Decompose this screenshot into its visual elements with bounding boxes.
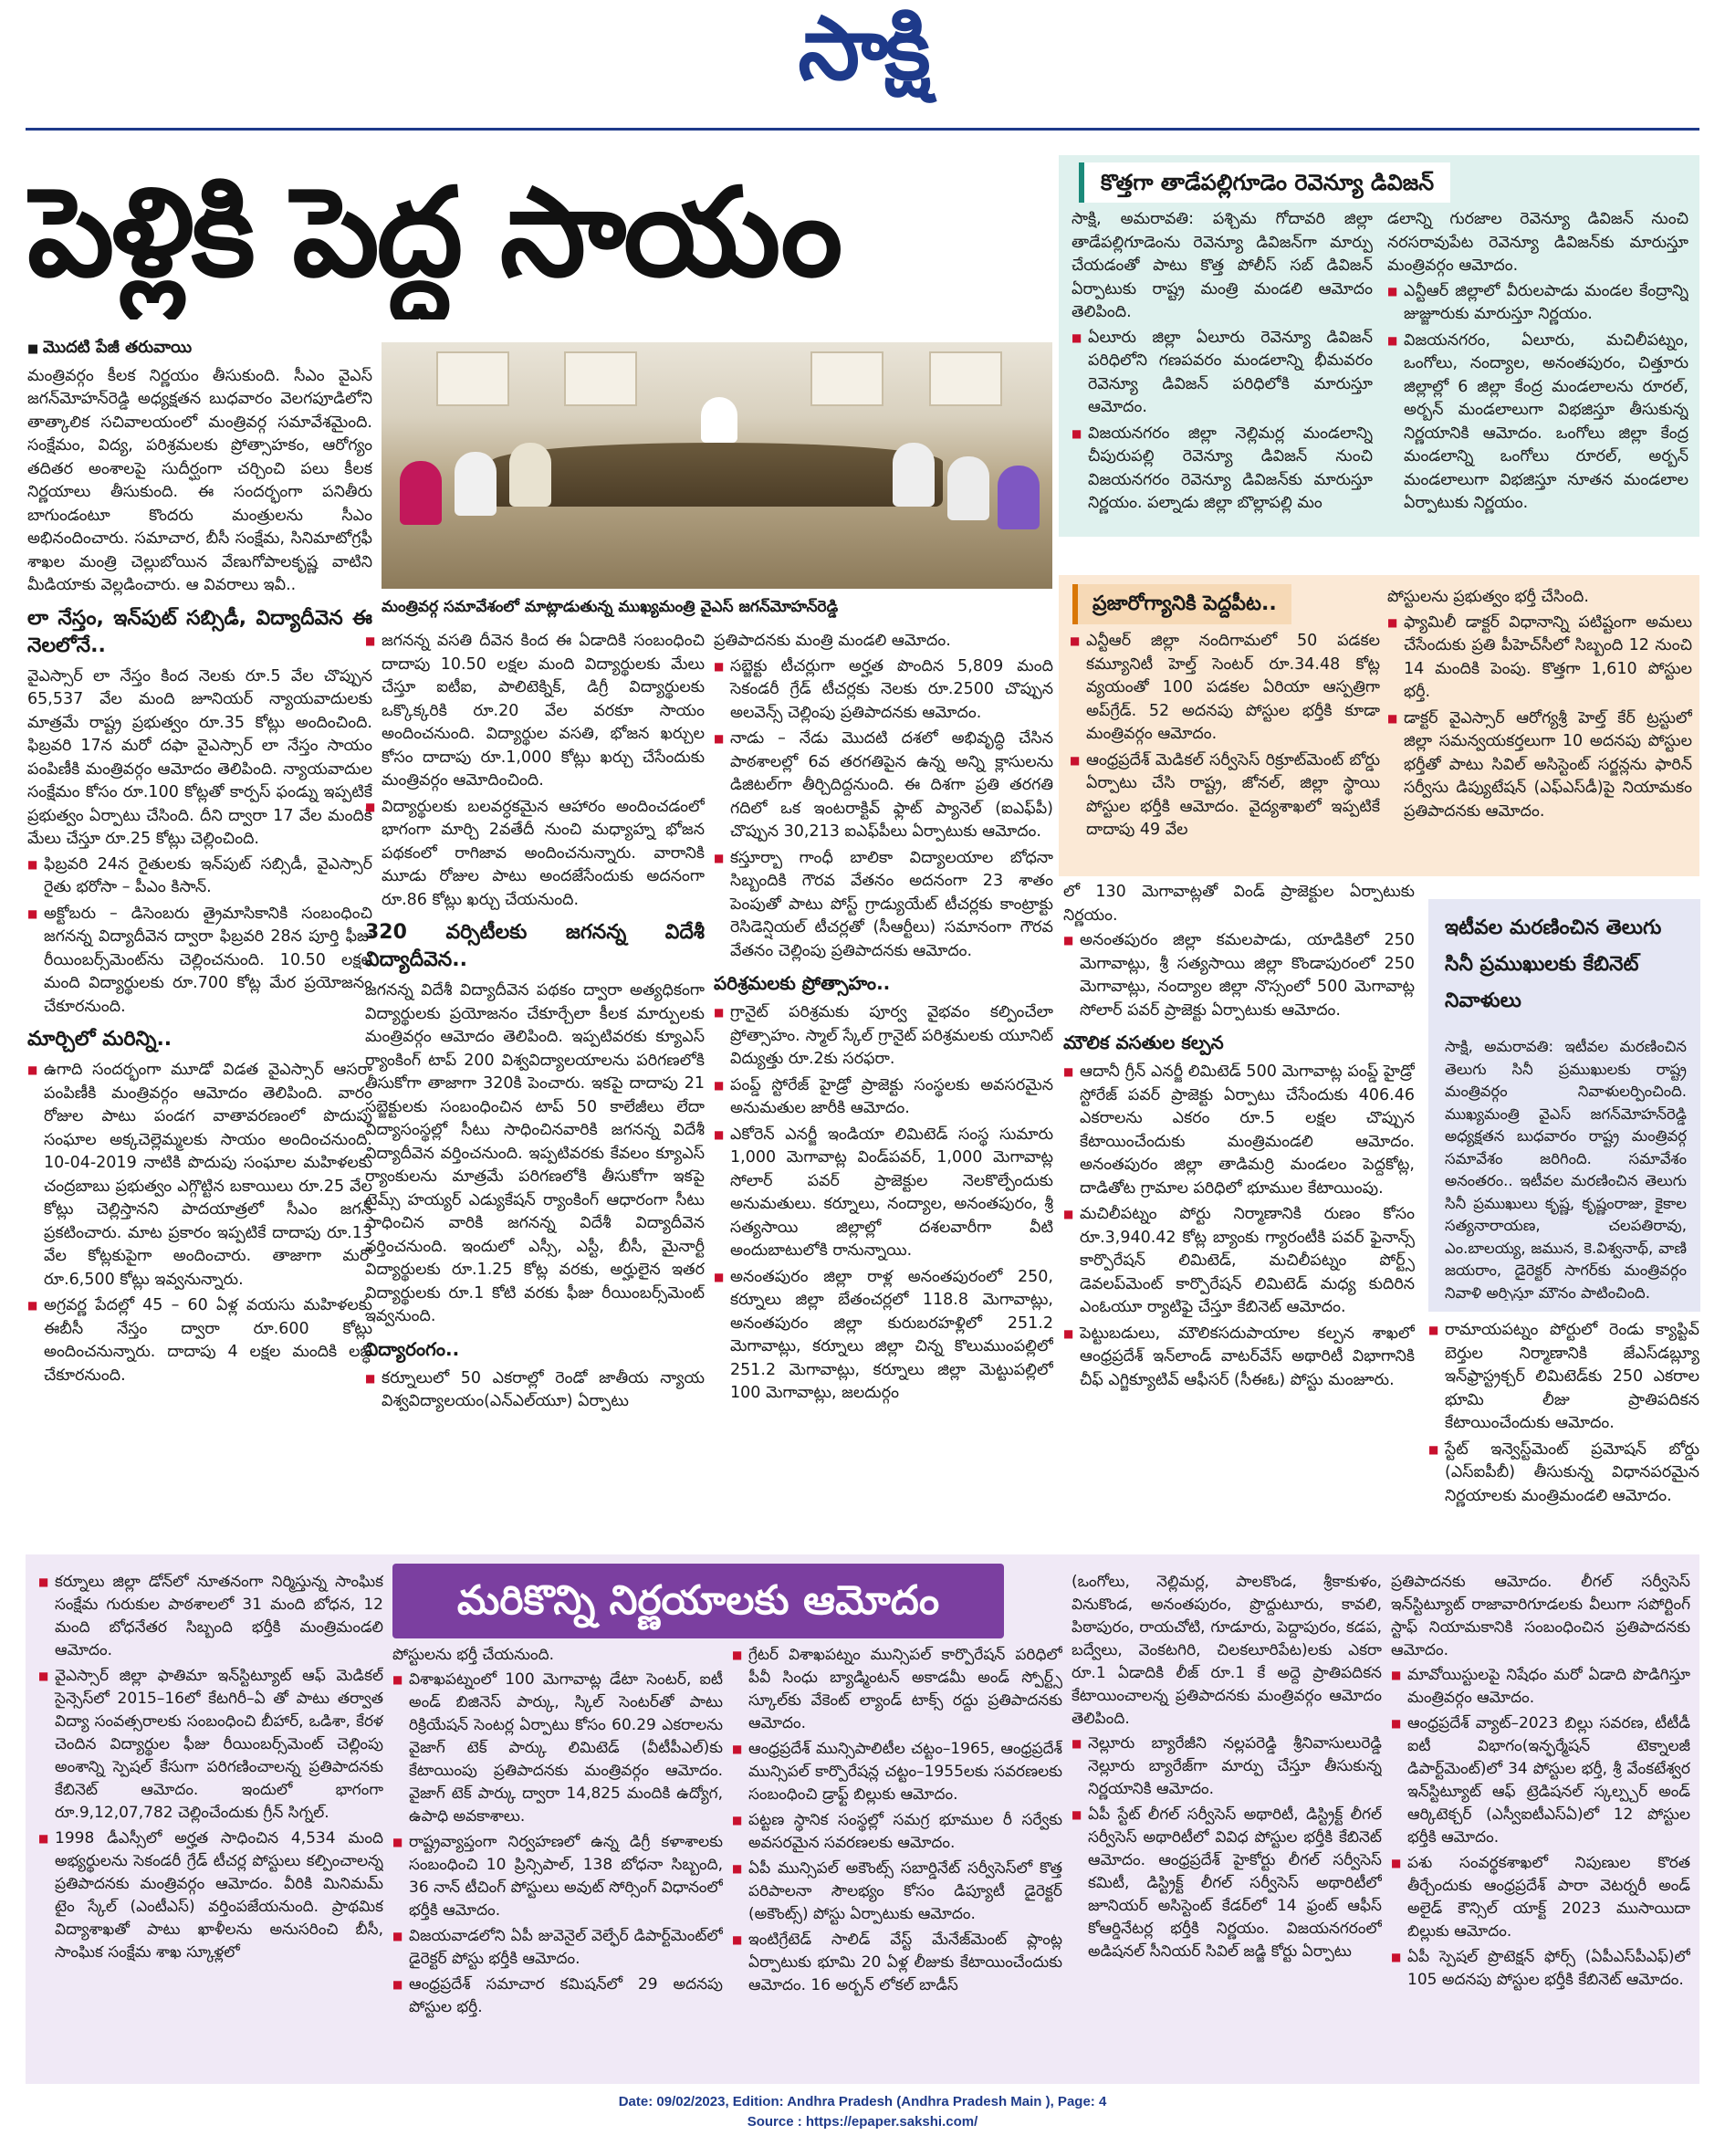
cabinet-meeting-photo[interactable]: [382, 342, 1052, 589]
footer-source-link[interactable]: Source : https://epaper.sakshi.com/: [747, 2114, 978, 2130]
list-item: ■ ఆదానీ గ్రీన్ ఎనర్జీ లిమిటెడ్ 500 మెగావాట్ల పంప్డ్ హైడ్రో స్టోరేజ్ పవర్ ప్రాజెక్టు ఏర్పాటు చేసేందుకు 406.46 ఎకరాలను ఎకరం రూ.5 లక్షల చొప్పున కేటాయించేందుకు మంత్రిమండలి ఆమోదం. అనంతపురం జిల్లా తాడిమర్రి మండలం పెద్దకోట్ల, దాడితోట గ్రామాల పరిధిలో భూముల కేటాయింపు.: [1063, 1061, 1415, 1200]
photo-window: [436, 351, 509, 406]
subhead-education: విద్యారంగం..: [365, 1337, 460, 1360]
footer-edition-line: Date: 09/02/2023, Edition: Andhra Pradesh (Andhra Pradesh Main ), Page: 4: [618, 2094, 1107, 2109]
list-item: ■ ఏపీ స్పెషల్ ప్రొటెక్షన్ ఫోర్స్ (ఏపీఎస్‌పీఎఫ్)లో 105 అదనపు పోస్టుల భర్తీకి కేబినెట్ ఆమోదం.: [1391, 1946, 1690, 1992]
photo-person: [455, 452, 497, 516]
list-item: ■ ఎన్టీఆర్ జిల్లాలో వీరులపాడు మండల కేంద్రాన్ని జుజ్జూరుకు మారుస్తూ నిర్ణయం.: [1387, 280, 1688, 327]
list-item: ■ నెల్లూరు బ్యారేజీని నల్లపరెడ్డి శ్రీనివాసులురెడ్డి నెల్లూరు బ్యారేజ్‌గా మార్పు చేస్తూ తీసుకున్న నిర్ణయానికి ఆమోదం.: [1072, 1732, 1382, 1801]
photo-person: [893, 443, 935, 507]
photo-person: [509, 443, 551, 507]
list-item: ■ ఆంధ్రప్రదేశ్ సమాచార కమిషన్‌లో 29 అదనపు పోస్టుల భర్తీ.: [392, 1973, 723, 2019]
list-item: ■ సబ్జెక్టు టీచర్లుగా అర్హత పొందిన 5,809 మంది సెకండరీ గ్రేడ్ టీచర్లకు నెలకు రూ.2500 చొప్పున అలవెన్స్ చెల్లింపు ప్రతిపాదనకు ఆమోదం.: [714, 655, 1053, 726]
list-item: ■ ఎకోరెన్ ఎనర్జీ ఇండియా లిమిటెడ్ సంస్థ సుమారు 1,000 మెగావాట్ల విండ్‌పవర్, 1,000 మెగావాట్ల సోలార్ పవర్ ప్రాజెక్టుల నెలకొల్పేందుకు అనుమతులు. కర్నూలు, నంద్యాల, అనంతపురం, శ్రీ సత్యసాయి జిల్లాల్లో దశలవారీగా వీటి అందుబాటులోకి రానున్నాయి.: [714, 1124, 1053, 1263]
health-left-column: [1070, 630, 1380, 872]
masthead: [0, 0, 1725, 137]
list-item: ■ మావోయిస్టులపై నిషేధం మరో ఏడాది పొడిగిస్తూ మంత్రివర్గం ఆమోదం.: [1391, 1664, 1690, 1710]
subhead-march: మార్చిలో మరిన్ని..: [27, 1028, 172, 1051]
list-item: ■ రామాయపట్నం పోర్టులో రెండు క్యాప్టివ్ బెర్తుల నిర్మాణానికి జేఎస్‌డబ్ల్యూ ఇన్‌ఫ్రాస్ట్రక్చర్ లిమిటెడ్‌కు 250 ఎకరాల భూమి లీజు ప్రాతిపదికన కేటాయించేందుకు ఆమోదం.: [1428, 1319, 1699, 1436]
list-item: ■ ఏలూరు జిల్లా ఏలూరు రెవెన్యూ డివిజన్ పరిధిలోని గణపవరం మండలాన్ని భీమవరం రెవెన్యూ డివిజన్ పరిధిలోకి మారుస్తూ ఆమోదం.: [1072, 327, 1373, 420]
list-item: ■ వైఎస్సార్ జిల్లా ఫాతిమా ఇన్‌స్టిట్యూట్ ఆఫ్ మెడికల్ సైన్సెస్‌లో 2015–16లో కేటగిరీ–ఏ తో పాటు తర్వాత విద్యా సంవత్సరాలకు సంబంధించి బీహార్, ఒడిశా, కేరళ చెందిన విద్యార్థుల ఫీజు రీయింబర్స్‌మెంట్ చెల్లింపు అంశాన్ని స్పెషల్ కేసుగా పరిగణించాలన్న ప్రతిపాదనకు కేబినెట్ ఆమోదం. ఇందులో భాగంగా రూ.9,12,07,782 చెల్లించేందుకు గ్రీన్ సిగ్నల్.: [38, 1665, 383, 1825]
revenue-intro: సాక్షి, అమరావతి: పశ్చిమ గోదావరి జిల్లా తాడేపల్లిగూడెంను రెవెన్యూ డివిజన్‌గా మార్పు చేయడంతో పాటు కొత్త పోలీస్ సబ్ డివిజన్ ఏర్పాటుకు రాష్ట్ర మంత్రి మండలి ఆమోదం తెలిపింది.: [1072, 210, 1373, 321]
list-item: ■ ఉగాది సందర్భంగా మూడో విడత వైఎస్సార్ ఆసరా పంపిణీకి మంత్రివర్గం ఆమోదం తెలిపింది. వారం రోజుల పాటు పండగ వాతావరణంలో పొదుపు సంఘాల అక్కచెల్లెమ్మలకు సాయం అందించనుంది. 10-04-2019 నాటికి పొదుపు సంఘాల మహిళలకు చంద్రబాబు ప్రభుత్వం ఎగ్గొట్టిన బకాయిలు రూ.25 వేల కోట్లు చెల్లిస్తానని పాదయాత్రలో సీఎం జగన్ ప్రకటించారు. మాట ప్రకారం ఇప్పటికే దాదాపు రూ.13 వేల కోట్లకుపైగా అందించారు. తాజాగా మరో రూ.6,500 కోట్లు ఇవ్వనున్నారు.: [27, 1059, 372, 1292]
list-item: ■ గ్రేటర్ విశాఖపట్నం మున్సిపల్ కార్పొరేషన్ పరిధిలో పీవీ సింధు బ్యాడ్మింటన్ అకాడమీ అండ్ స్పోర్ట్స్ స్కూల్‌కు వేకెంట్ ల్యాండ్ టాక్స్ రద్దు ప్రతిపాదనకు ఆమోదం.: [732, 1644, 1062, 1735]
continued-paragraph: ప్రతిపాదనకు మంత్రి మండలి ఆమోదం.: [714, 632, 951, 650]
list-item: ■ అక్టోబరు – డిసెంబరు త్రైమాసికానికి సంబంధించి జగనన్న విద్యాదీవెన ద్వారా ఫిబ్రవరి 28న పూర్తి ఫీజు రీయింబర్స్‌మెంట్‌ను చెల్లించనుంది. 10.50 లక్షల మంది విద్యార్థులకు రూ.700 కోట్ల మేర ప్రయోజనం చేకూరనుంది.: [27, 903, 372, 1020]
list-item: ■ మచిలీపట్నం పోర్టు నిర్మాణానికి రుణం కోసం రూ.3,940.42 కోట్ల బ్యాంకు గ్యారంటీకి పవర్ ఫైనాన్స్ కార్పొరేషన్ లిమిటెడ్, మచిలీపట్నం పోర్ట్స్ డెవలప్‌మెంట్ కార్పొరేషన్ లిమిటెడ్ మధ్య కుదిరిన ఎంఓయూ ర్యాటిఫై చేస్తూ కేబినెట్ ఆమోదం.: [1063, 1203, 1415, 1320]
list-item: ■ ఫిబ్రవరి 24న రైతులకు ఇన్‌పుట్ సబ్సిడీ, వైఎస్సార్ రైతు భరోసా – పీఎం కిసాన్.: [27, 853, 372, 900]
list-item: ■ ఆంధ్రప్రదేశ్ వ్యాట్–2023 బిల్లు సవరణ, టీటీడీ ఐటీ విభాగం(ఇన్ఫర్మేషన్ టెక్నాలజీ డిపార్ట్‌మెంట్)లో 34 పోస్టుల భర్తీ, శ్రీ వేంకటేశ్వర ఇన్‌స్టిట్యూట్ ఆఫ్ ట్రెడిషనల్ స్కల్ప్చర్ అండ్ ఆర్కిటెక్చర్ (ఎస్వీఐటీఎస్‌ఏ)లో 12 పోస్టుల భర్తీకి ఆమోదం.: [1391, 1712, 1690, 1849]
masthead-rule: [26, 128, 1699, 131]
main-headline: పెళ్లికి పెద్ద సాయం: [27, 162, 841, 304]
subhead-videshi-vidya: 320 వర్సిటీలకు జగనన్న విదేశీ విద్యాదీవెన..: [365, 921, 705, 971]
list-item: ■ ఫ్యామిలీ డాక్టర్ విధానాన్ని పటిష్టంగా అమలు చేసేందుకు ప్రతి పీహెచ్‌సీలో సిబ్బంది 12 నుంచి 14 మందికి పెంపు. కొత్తగా 1,610 పోస్టుల భర్తీ.: [1387, 612, 1692, 705]
list-item: ■ అగ్రవర్ణ పేదల్లో 45 – 60 ఏళ్ల వయసు మహిళలకు ఈబీసీ నేస్తం ద్వారా రూ.600 కోట్లు అందించనున్నారు. దాదాపు 4 లక్షల మందికి లబ్ధి చేకూరనుంది.: [27, 1294, 372, 1387]
band-col4-continued: (ఒంగోలు, నెల్లిమర్ల, పాలకొండ, శ్రీకాకుళం, వినుకొండ, అనంతపురం, ప్రొద్దుటూరు, కావలి, పిఠాపురం, రాయచోటి, గూడూరు, పెద్దాపురం, కడప, బద్వేలు, వెంకటగిరి, చిలకలూరిపేట)లకు ఎకరా రూ.1 ఏడాదికి లీజ్ రూ.1 కే అద్దె ప్రాతిపదికన కేటాయించాలన్న ప్రతిపాదనకు మంత్రివర్గం ఆమోదం తెలిపింది.: [1072, 1573, 1382, 1728]
health-continued: పోస్టులను ప్రభుత్వం భర్తీ చేసింది.: [1387, 588, 1589, 606]
more-decisions-title: మరికొన్ని నిర్ణయాలకు ఆమోదం: [392, 1564, 1004, 1638]
footer: [0, 2092, 1725, 2147]
list-item: ■ ఏపీ స్టేట్ లీగల్ సర్వీసెస్ అథారిటీ, డిస్ట్రిక్ట్ లీగల్ సర్వీసెస్ అథారిటీలో వివిధ పోస్టుల భర్తీకి కేబినెట్ ఆమోదం. ఆంధ్రప్రదేశ్ హైకోర్టు లీగల్ సర్వీసెస్ కమిటీ, డిస్ట్రిక్ట్ లీగల్ సర్వీసెస్ అథారిటీలో జూనియర్ అసిస్టెంట్ కేడర్‌లో 14 ఫ్రంట్ ఆఫీస్ కోఆర్డినేటర్ల భర్తీకి నిర్ణయం. విజయనగరంలో అడిషనల్ సీనియర్ సివిల్ జడ్జి కోర్టు ఏర్పాటు: [1072, 1804, 1382, 1963]
list-item: ■ పశు సంవర్థకశాఖలో నిపుణుల కొరత తీర్చేందుకు ఆంధ్రప్రదేశ్ పారా వెటర్నరీ అండ్ అలైడ్ కౌన్సిల్ యాక్ట్ 2023 ముసాయిదా బిల్లుకు ఆమోదం.: [1391, 1852, 1690, 1943]
column-3: [714, 630, 1053, 1545]
law-nestham-paragraph: వైఎస్సార్ లా నేస్తం కింద నెలకు రూ.5 వేల చొప్పున 65,537 వేల మంది జూనియర్ న్యాయవాదులకు మాత్రమే రాష్ట్ర ప్రభుత్వం రూ.35 కోట్లు అందించింది. ఫిబ్రవరి 17న మరో దఫా వైఎస్సార్ లా నేస్తం సాయం పంపిణీకి మంత్రివర్గం ఆమోదం తెలిపింది. న్యాయవాదుల సంక్షేమం కోసం రూ.100 కోట్లతో కార్పస్ ఫండ్ను ఇప్పటికే ప్రభుత్వం ఏర్పాటు చేసింది. దీని ద్వారా 17 వేల మందికి మేలు చేస్తూ రూ.25 కోట్లు చెల్లించింది.: [27, 666, 372, 848]
list-item: ■ కర్నూలులో 50 ఎకరాల్లో రెండో జాతీయ న్యాయ విశ్వవిద్యాలయం(ఎన్ఎల్‌యూ) ఏర్పాటు: [365, 1367, 705, 1414]
lead-column: [27, 336, 372, 1545]
list-item: ■ విజయవాడలోని ఏపీ జువెనైల్ వెల్ఫేర్ డిపార్ట్‌మెంట్‌లో డైరెక్టర్ పోస్టు భర్తీకి ఆమోదం.: [392, 1925, 723, 1971]
list-item: ■ అనంతపురం జిల్లా కమలపాడు, యాడికిలో 250 మెగావాట్లు, శ్రీ సత్యసాయి జిల్లా కొండాపురంలో 250 మెగావాట్లు, నంద్యాల జిల్లా నొస్సంలో 500 మెగావాట్ల సోలార్ పవర్ ప్రాజెక్టు ఏర్పాటుకు ఆమోదం.: [1063, 929, 1415, 1022]
list-item: ■ డాక్టర్ వైఎస్సార్ ఆరోగ్యశ్రీ హెల్త్ కేర్ ట్రస్టులో జిల్లా సమన్వయకర్తలుగా 10 అదనపు పోస్టుల భర్తీతో పాటు సివిల్ అసిస్టెంట్ సర్జన్లను ఫారిన్ సర్వీసు డిప్యుటేషన్ (ఎఫ్ఎస్‌డీ)పై నియామకం ప్రతిపాదనకు ఆమోదం.: [1387, 707, 1692, 824]
list-item: ■ ఆంధ్రప్రదేశ్ మున్సిపాలిటీల చట్టం–1965, ఆంధ్రప్రదేశ్ మున్సిపల్ కార్పొరేషన్ల చట్టం–1955లకు సవరణలకు సంబంధించి డ్రాఫ్ట్ బిల్లుకు ఆమోదం.: [732, 1738, 1062, 1806]
list-item: ■ విశాఖపట్నంలో 100 మెగావాట్ల డేటా సెంటర్, ఐటీ అండ్ బిజినెస్ పార్కు, స్కిల్ సెంటర్‌తో పాటు రిక్రియేషన్ సెంటర్ల ఏర్పాటు కోసం 60.29 ఎకరాలను వైజాగ్ టెక్ పార్కు లిమిటెడ్ (వీటీపీఎల్)కు కేటాయింపు ప్రతిపాదనకు మంత్రివర్గం ఆమోదం. వైజాగ్ టెక్ పార్కు ద్వారా 14,825 మందికి ఉద్యోగ, ఉపాధి అవకాశాలు.: [392, 1669, 723, 1828]
list-item: ■ జగనన్న వసతి దీవెన కింద ఈ ఏడాదికి సంబంధించి దాదాపు 10.50 లక్షల మంది విద్యార్థులకు మేలు చేస్తూ ఐటీఐ, పాలిటెక్నిక్, డిగ్రీ విద్యార్థులకు ఒక్కొక్కరికి రూ.20 వేల వరకూ సాయం అందించనుంది. విద్యార్థుల వసతి, భోజన ఖర్చుల కోసం దాదాపు రూ.1,000 కోట్లు ఖర్చు చేసేందుకు మంత్రివర్గం ఆమోదించింది.: [365, 630, 705, 793]
cine-paragraph: సాక్షి, అమరావతి: ఇటీవల మరణించిన తెలుగు సినీ ప్రముఖులకు రాష్ట్ర మంత్రివర్గం నివాళులర్పించింది. ముఖ్యమంత్రి వైఎస్ జగన్‌మోహన్‌రెడ్డి అధ్యక్షతన బుధవారం రాష్ట్ర మంత్రివర్గ సమావేశం జరిగింది. సమావేశం అనంతరం.. ఇటీవల మరణించిన తెలుగు సినీ ప్రముఖులు కృష్ణ, కృష్ణంరాజు, కైకాల సత్యనారాయణ, చలపతిరావు, ఎం.బాలయ్య, జమున, కె.విశ్వనాథ్, వాణి జయరాం, డైరెక్టర్ సాగర్‌కు మంత్రివర్గం నివాళి అర్పిస్తూ మౌనం పాటించింది.: [1445, 1038, 1687, 1301]
revenue-continued: డలాన్ని గురజాల రెవెన్యూ డివిజన్ నుంచి నరసరావుపేట రెవెన్యూ డివిజన్‌కు మారుస్తూ మంత్రివర్గం ఆమోదం.: [1387, 210, 1688, 275]
revenue-division-box: [1059, 155, 1699, 537]
continued-label: ■ మొదటి పేజీ తరువాయి: [27, 336, 372, 361]
list-item: ■ రాష్ట్రవ్యాప్తంగా నిర్వహణలో ఉన్న డిగ్రీ కళాశాలకు సంబంధించి 10 ప్రిన్సిపాల్, 138 బోధనా సిబ్బంది, 36 నాన్ టీచింగ్ పోస్టులు అవుట్ సోర్సింగ్ విధానంలో భర్తీకి ఆమోదం.: [392, 1831, 723, 1922]
column-2: [365, 630, 705, 1545]
subhead-industries: పరిశ్రమలకు ప్రోత్సాహం..: [714, 972, 891, 994]
list-item: ■ నాడు – నేడు మొదటి దశలో అభివృద్ధి చేసిన పాఠశాలల్లో 6వ తరగతిపైన ఉన్న అన్ని క్లాసులను డిజిటల్‌గా తీర్చిదిద్దనుంది. ఈ దిశగా ప్రతి తరగతి గదిలో ఒక ఇంటరాక్టివ్ ఫ్లాట్ ప్యానెల్ (ఐఎఫ్‌పీ) చొప్పున 30,213 ఐఎఫ్‌పీలు ఏర్పాటుకు ఆమోదం.: [714, 727, 1053, 844]
photo-window: [564, 351, 637, 406]
column-5-lower: [1428, 1319, 1699, 1545]
list-item: ■ విద్యార్థులకు బలవర్ధకమైన ఆహారం అందించడంలో భాగంగా మార్చి 2వతేదీ నుంచి మధ్యాహ్న భోజన పథకంలో రాగిజావ అందించనున్నారు. వారానికి మూడు రోజుల పాటు అందజేసేందుకు అదనంగా రూ.86 కోట్లు ఖర్చు చేయనుంది.: [365, 796, 705, 913]
cine-tribute-body: [1445, 1036, 1687, 1301]
lead-paragraph: మంత్రివర్గం కీలక నిర్ణయం తీసుకుంది. సీఎం వైఎస్ జగన్‌మోహన్‌రెడ్డి అధ్యక్షతన బుధవారం వెలగపూడిలోని తాత్కాలిక సచివాలయంలో మంత్రివర్గ సమావేశమైంది. సంక్షేమం, విద్య, పరిశ్రమలకు ప్రోత్సాహకం, ఆరోగ్యం తదితర అంశాలపై సుదీర్ఘంగా చర్చించి పలు కీలక నిర్ణయాలు తీసుకుంది. ఈ సందర్భంగా పనితీరు బాగుండంటూ కొందరు మంత్రులను సీఎం అభినందించారు. సమాచార, బీసీ సంక్షేమ, సినిమాటోగ్రఫీ శాఖల మంత్రి చెల్లుబోయిన వేణుగోపాలకృష్ణ వాటిని మీడియాకు వెల్లడించారు. ఆ వివరాలు ఇవీ..: [27, 366, 372, 594]
list-item: ■ పంప్డ్ స్టోరేజ్ హైడ్రో ప్రాజెక్టు సంస్థలకు అవసరమైన అనుమతుల జారీకి ఆమోదం.: [714, 1074, 1053, 1121]
cine-tribute-headline: ఇటీవల మరణించిన తెలుగు సినీ ప్రముఖులకు కేబినెట్ నివాళులు: [1445, 916, 1662, 1012]
band-column-2: [392, 1644, 723, 2073]
band-col5-continued: ప్రతిపాదనకు ఆమోదం. లీగల్ సర్వీసెస్ ఇన్‌స్టిట్యూట్ రాజావారిగూడలకు వీలుగా సపోర్టింగ్ స్టాఫ్ నియామకానికి సంబంధించిన ప్రతిపాదనకు ఆమోదం.: [1391, 1573, 1690, 1659]
health-right-column: [1387, 586, 1692, 872]
meeting-table: [491, 443, 943, 507]
cine-tribute-box: [1428, 899, 1700, 1312]
list-item: ■ పట్టణ స్థానిక సంస్థల్లో సమగ్ర భూముల రీ సర్వేకు అవసరమైన సవరణలకు ఆమోదం.: [732, 1809, 1062, 1855]
list-item: ■ ఆంధ్రప్రదేశ్ మెడికల్ సర్వీసెస్ రిక్రూట్‌మెంట్ బోర్డు ఏర్పాటు చేసి రాష్ట్ర, జోనల్, జిల్లా స్థాయి పోస్టుల భర్తీకి ఆమోదం. వైద్యశాఖలో ఇప్పటికే దాదాపు 49 వేల: [1070, 749, 1380, 843]
photo-person: [998, 466, 1040, 529]
band-column-5: [1391, 1571, 1690, 2073]
list-item: ■ విజయనగరం, ఏలూరు, మచిలీపట్నం, ఒంగోలు, నంద్యాల, అనంతపురం, చిత్తూరు జిల్లాల్లో 6 జిల్లా కేంద్ర మండలాలను రూరల్, అర్బన్ మండలాలుగా విభజిస్తూ తీసుకున్న నిర్ణయానికి ఆమోదం. ఒంగోలు జిల్లా కేంద్ర మండలాన్ని ఒంగోలు రూరల్, అర్బన్ మండలాలుగా విభజిస్తూ నూతన మండలాల ఏర్పాటుకు నిర్ణయం.: [1387, 330, 1688, 516]
photo-person: [701, 397, 737, 443]
list-item: ■ ఎన్టీఆర్ జిల్లా నందిగామలో 50 పడకల కమ్యూనిటీ హెల్త్ సెంటర్ రూ.34.48 కోట్ల వ్యయంతో 100 పడకల ఏరియా ఆస్పత్రిగా అప్‌గ్రేడ్. 52 అదనపు పోస్టుల భర్తీకి కూడా మంత్రివర్గం ఆమోదం.: [1070, 630, 1380, 747]
revenue-box-title: కొత్తగా తాడేపల్లిగూడెం రెవెన్యూ డివిజన్: [1079, 162, 1450, 203]
list-item: ■ ఏపీ మున్సిపల్ అకౌంట్స్ సబార్డినేట్ సర్వీసెస్‌లో కొత్త పరిపాలనా సౌలభ్యం కోసం డిప్యూటీ డైరెక్టర్ (అకౌంట్స్) పోస్టు ఏర్పాటుకు ఆమోదం.: [732, 1858, 1062, 1926]
list-item: ■ గ్రానైట్ పరిశ్రమకు పూర్వ వైభవం కల్పించేలా ప్రోత్సాహం. స్మాల్ స్కేల్ గ్రానైట్ పరిశ్రమలకు యూనిట్ విద్యుత్తు రూ.2కు సరఫరా.: [714, 1001, 1053, 1072]
list-item: ■ స్టేట్ ఇన్వెస్ట్‌మెంట్ ప్రమోషన్ బోర్డు (ఎస్ఐపీబీ) తీసుకున్న విధానపరమైన నిర్ణయాలకు మంత్రిమండలి ఆమోదం.: [1428, 1439, 1699, 1509]
public-health-title: ప్రజారోగ్యానికి పెద్దపీట..: [1072, 584, 1291, 624]
list-item: ■ అనంతపురం జిల్లా రాళ్ల అనంతపురంలో 250, కర్నూలు జిల్లా బేతంచర్లలో 118.8 మెగావాట్లు, అనంతపురం జిల్లా కురుబరహళ్లిలో 251.2 మెగావాట్లు, కర్నూలు జిల్లా చిన్న కొలుముంపల్లిలో 251.2 మెగావాట్లు, కర్నూలు జిల్లా మెట్టుపల్లిలో 100 మెగావాట్లు, జలదుర్గం: [714, 1266, 1053, 1406]
photo-window: [929, 351, 1002, 406]
revenue-right-column: [1387, 208, 1688, 532]
photo-person: [947, 456, 989, 520]
list-item: ■ పెట్టుబడులు, మౌలికసదుపాయాల కల్పన శాఖలో ఆంధ్రప్రదేశ్ ఇన్‌లాండ్ వాటర్‌వేస్ అథారిటీ విభాగానికి చీఫ్ ఎగ్జిక్యూటివ్ ఆఫీసర్ (సీఈఓ) పోస్టు మంజూరు.: [1063, 1323, 1415, 1393]
subhead-infrastructure: మౌలిక వసతుల కల్పన: [1063, 1031, 1224, 1053]
list-item: ■ 1998 డీఎస్సీలో అర్హత సాధించిన 4,534 మంది అభ్యర్థులను సెకండరీ గ్రేడ్ టీచర్ల పోస్టులు కల్పించాలన్న ప్రతిపాదనకు మంత్రివర్గం ఆమోదం. వీరికి మినిమమ్ టైం స్కేల్ (ఎంటీఎస్) వర్తింపజేయనుంది. ప్రాథమిక విద్యాశాఖతో పాటు ఖాళీలను అనుసరించి బీసీ, సాంఘిక సంక్షేమ శాఖ స్కూళ్లలో: [38, 1827, 383, 1964]
band-column-1: [38, 1571, 383, 2073]
sakshi-logo[interactable]: సాక్షి: [798, 0, 927, 99]
column-4-lower: [1063, 881, 1415, 1545]
photo-person: [400, 461, 442, 525]
subhead-law-nestham: లా నేస్తం, ఇన్‌పుట్ సబ్సిడీ, విద్యాదీవెన ఈ నెలలోనే..: [27, 606, 372, 657]
revenue-left-column: [1072, 208, 1373, 532]
band-col2-continued: పోస్టులను భర్తీ చేయనుంది.: [392, 1646, 555, 1664]
list-item: ■ కస్తూర్బా గాంధీ బాలికా విద్యాలయాల బోధనా సిబ్బందికి గౌరవ వేతనం అదనంగా 23 శాతం పెంపుతో పాటు పోస్ట్ గ్రాడ్యుయేట్ టీచర్లకు కాంట్రాక్టు రెసిడెన్షియల్ టీచర్లతో (సీఆర్టీలు) సమానంగా గౌరవ వేతనం చెల్లింపు ప్రతిపాదనకు ఆమోదం.: [714, 847, 1053, 964]
list-item: ■ కర్నూలు జిల్లా డోన్‌లో నూతనంగా నిర్మిస్తున్న సాంఘిక సంక్షేమ గురుకుల పాఠశాలలో 31 మంది బోధన, 12 మంది బోధనేతర సిబ్బంది భర్తీకి మంత్రిమండలి ఆమోదం.: [38, 1571, 383, 1662]
videshi-paragraph: జగనన్న విదేశీ విద్యాదీవెన పథకం ద్వారా అత్యధికంగా విద్యార్థులకు ప్రయోజనం చేకూర్చేలా కీలక మార్పులకు మంత్రివర్గం ఆమోదం తెలిపింది. ఇప్పటివరకు క్యూఎస్ ర్యాంకింగ్ టాప్ 200 విశ్వవిద్యాలయాలను పరిగణలోకి తీసుకోగా తాజాగా 320కి పెంచారు. ఇకపై దాదాపు 21 సబ్జెక్టులకు సంబంధించిన టాప్ 50 కాలేజీలు లేదా విద్యాసంస్థల్లో సీటు సాధించినవారికి జగనన్న విదేశీ విద్యాదీవెన వర్తించనుంది. ఇప్పటివరకు కేవలం క్యూఎస్ ర్యాంకులను మాత్రమే పరిగణలోకి తీసుకోగా ఇకపై టైమ్స్ హయ్యర్ ఎడ్యుకేషన్ ర్యాంకింగ్ ఆధారంగా సీటు సాధించిన వారికి జగనన్న విదేశీ విద్యాదీవెన వర్తించనుంది. ఇందులో ఎస్సీ, ఎస్టీ, బీసీ, మైనార్టీ విద్యార్థులకు రూ.1.25 కోట్ల వరకు, అర్హులైన ఇతర విద్యార్థులకు రూ.1 కోటి వరకు ఫీజు రీయింబర్స్‌మెంట్ ఇవ్వనుంది.: [365, 981, 705, 1325]
band-column-4: [1072, 1571, 1382, 2073]
photo-caption: మంత్రివర్గ సమావేశంలో మాట్లాడుతున్న ముఖ్యమంత్రి వైఎస్ జగన్‌మోహన్‌రెడ్డి: [382, 598, 839, 616]
band-column-3: [732, 1644, 1062, 2073]
list-item: ■ విజయనగరం జిల్లా నెల్లిమర్ల మండలాన్ని చీపురుపల్లి రెవెన్యూ డివిజన్ నుంచి విజయనగరం రెవెన్యూ డివిజన్‌కు మారుస్తూ నిర్ణయం. పల్నాడు జిల్లా బొల్లాపల్లి మం: [1072, 423, 1373, 516]
list-item: ■ ఇంటిగ్రేటెడ్ సాలిడ్ వేస్ట్ మేనేజ్‌మెంట్ ప్లాంట్ల ఏర్పాటుకు భూమి 20 ఏళ్ల లీజుకు కేటాయించేందుకు ఆమోదం. 16 అర్బన్ లోకల్ బాడీస్: [732, 1929, 1062, 1997]
wind-project-paragraph: లో 130 మెగావాట్లతో విండ్ ప్రాజెక్టుల ఏర్పాటుకు నిర్ణయం.: [1063, 883, 1415, 925]
photo-window: [810, 351, 883, 406]
